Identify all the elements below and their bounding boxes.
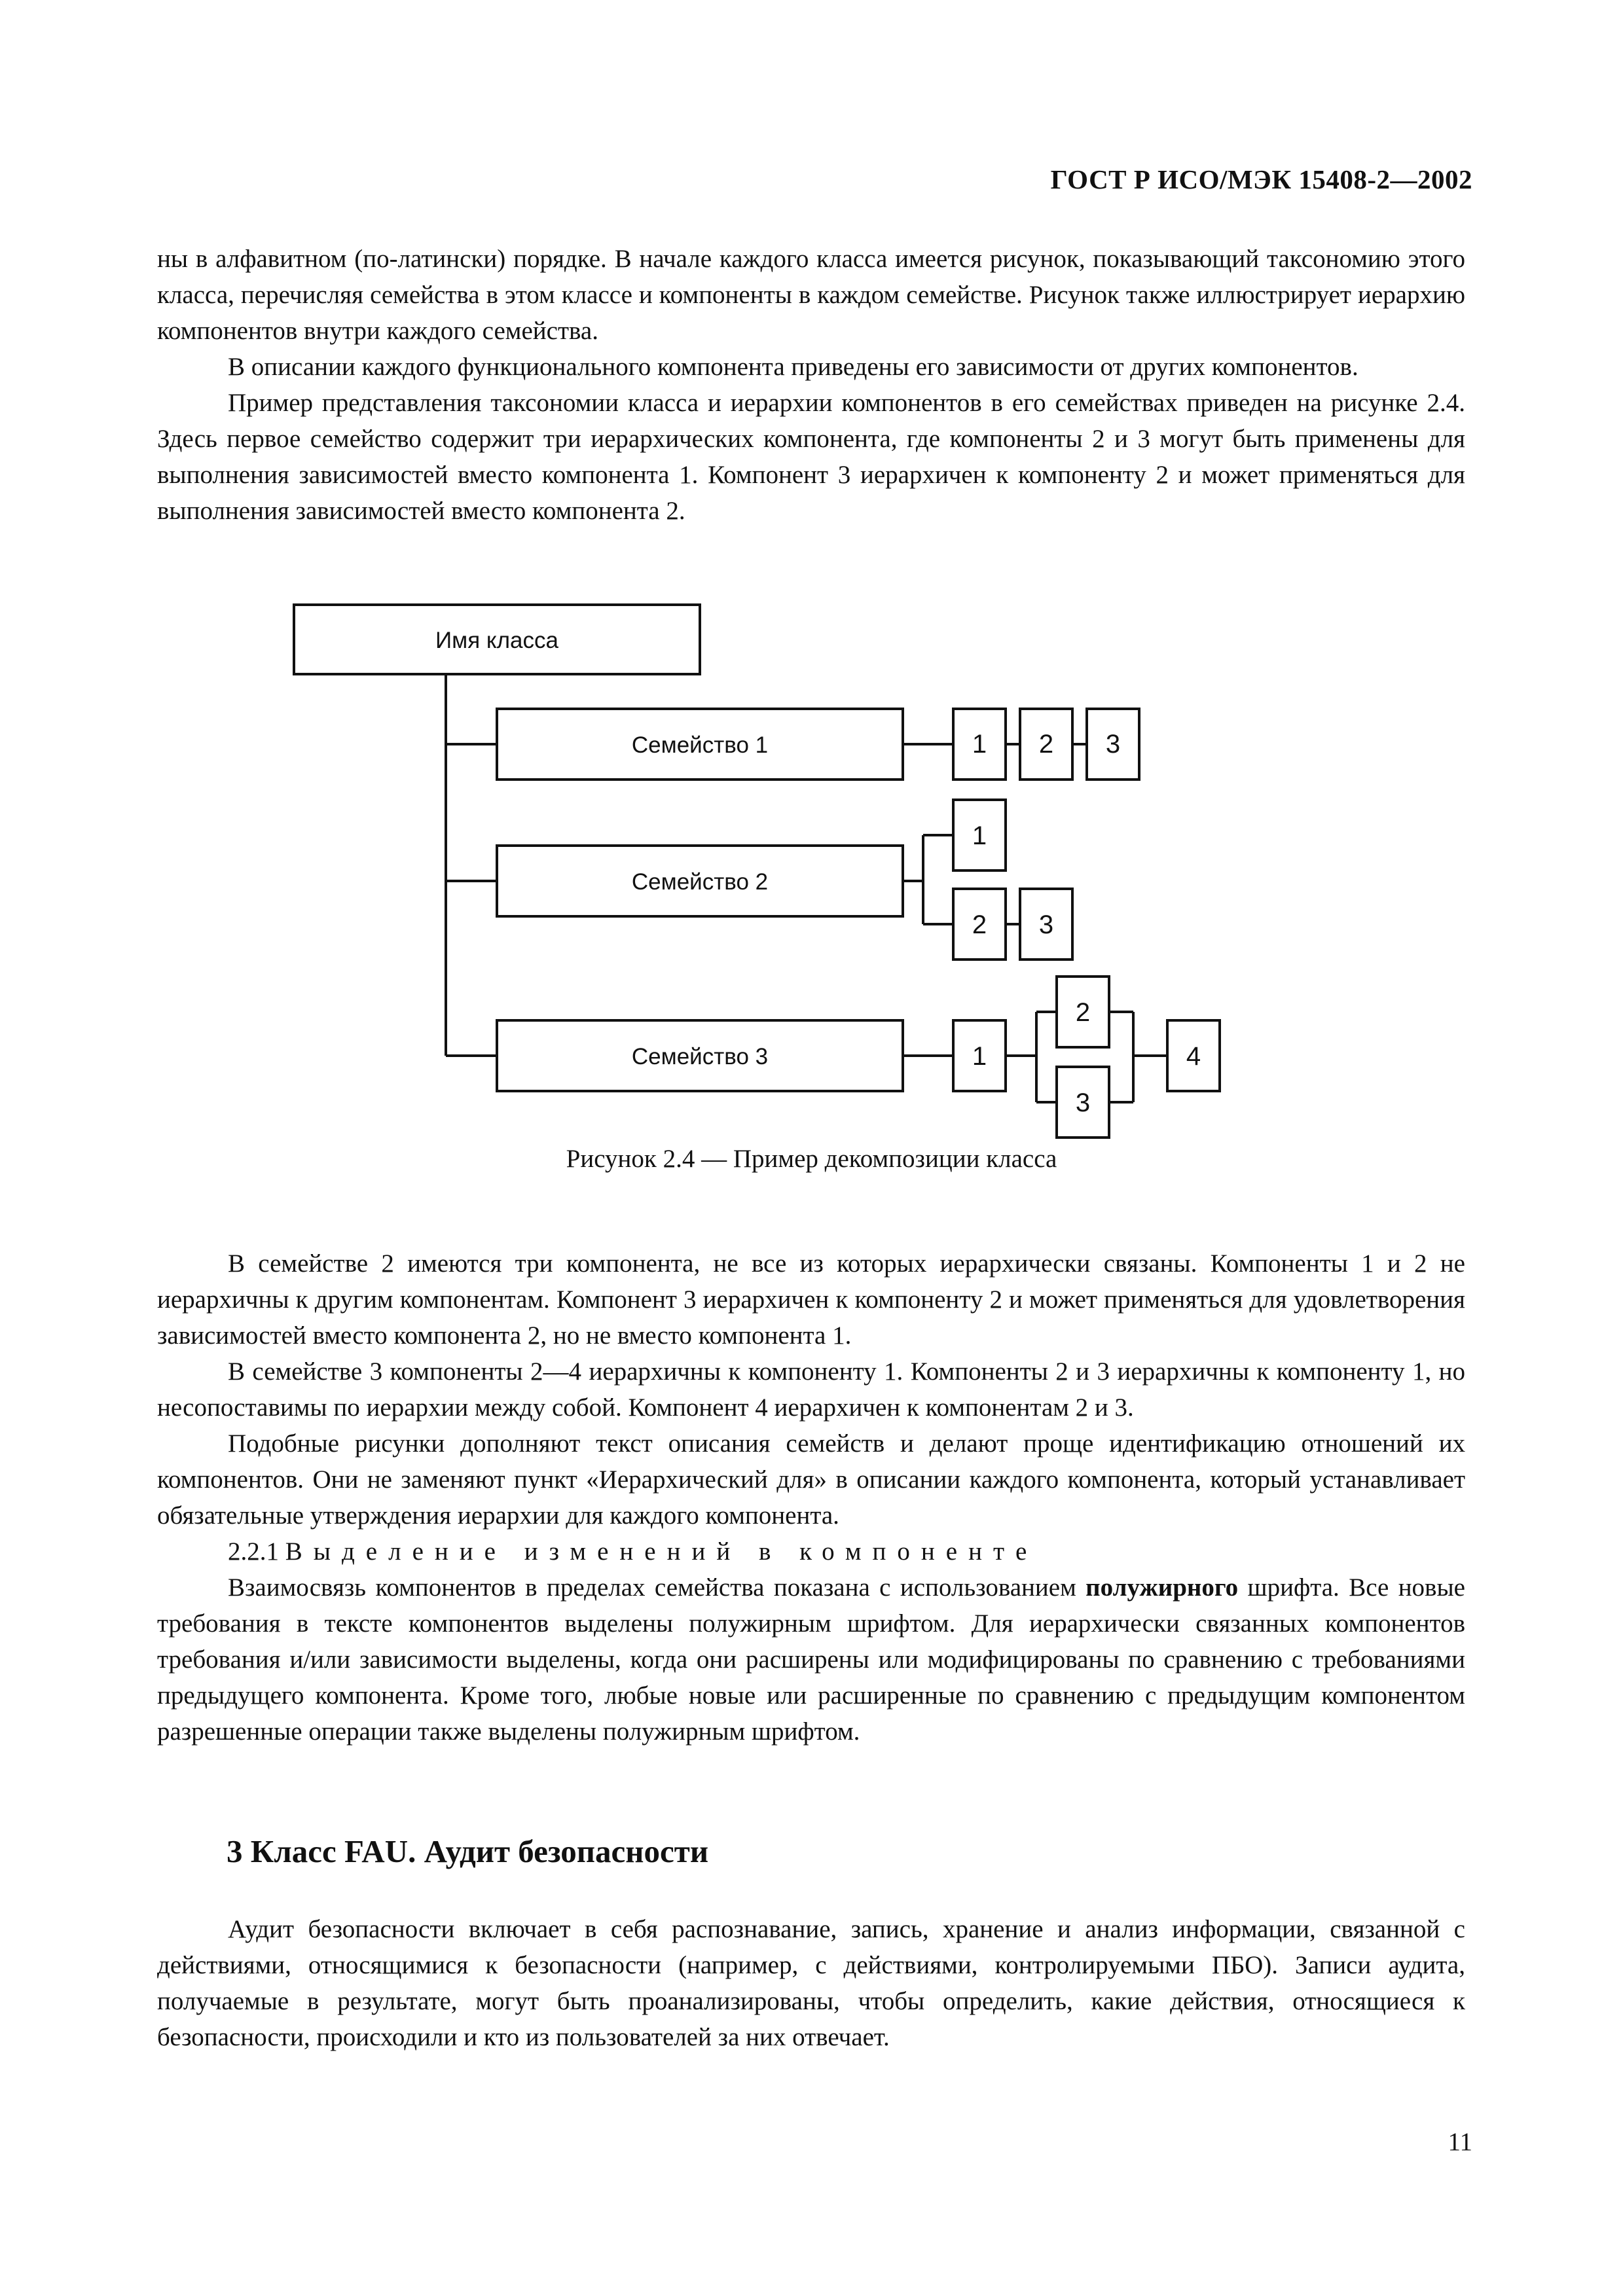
f3-component-1-label: 1 [972,1042,987,1071]
f2-component-3-label: 3 [1038,910,1054,939]
highlight-bold-word: полужирного [1085,1573,1239,1602]
section-3-heading: 3 Класс FAU. Аудит безопасности [227,1833,709,1869]
f1-component-3-label: 3 [1105,730,1121,759]
class-name-label: Имя класса [435,628,558,653]
f2-component-2-label: 2 [972,910,987,939]
family-3-label: Семейство 3 [631,1044,769,1069]
f3-component-4-label: 4 [1186,1042,1201,1071]
section-3-body [157,1911,1465,2055]
family-1-label: Семейство 1 [631,732,769,758]
highlight-text-after: шрифта. Все новые требования в тексте компонентов выделены полужирным шрифтом. Для иерархически связанных компонентов требования и/или зависимости выделены, когда они расширены или модифицированы по сравнению с требованиями предыдущего компонента. Кроме того, любые новые или расширенные по сравнению с предыдущим компонентом разрешенные операции также выделены полужирным шрифтом. [157,1573,1465,1746]
intro-paragraph-2: В описании каждого функционального компонента приведены его зависимости от других компонентов. [228,353,1359,381]
document-header: ГОСТ Р ИСО/МЭК 15408-2—2002 [1050,164,1472,194]
intro-paragraph-3: Пример представления таксономии класса и иерархии компонентов в его семействах приведен на рисунке 2.4. Здесь первое семейство содержит три иерархических компонента, где компоненты 2 и 3 могут быть применены для выполнения зависимостей вместо компонента 1. Компонент 3 иерархичен к компоненту 2 и может применяться для выполнения зависимостей вместо компонента 2. [157,389,1465,525]
f2-component-1-label: 1 [972,821,987,850]
f3-component-3-label: 3 [1075,1088,1091,1117]
family-2-label: Семейство 2 [631,869,769,895]
family3-paragraph: В семействе 3 компоненты 2—4 иерархичны к компоненту 1. Компоненты 2 и 3 иерархичны к компоненту 1, но несопоставимы по иерархии между собой. Компонент 4 иерархичен к компонентам 2 и 3. [157,1357,1465,1422]
subsection-heading [157,1534,1465,1570]
highlight-text-before: Взаимосвязь компонентов в пределах семейства показана с использованием [228,1573,1086,1602]
figures-paragraph: Подобные рисунки дополняют текст описания семейств и делают проще идентификацию отношений их компонентов. Они не заменяют пункт «Иерархический для» в описании каждого компонента, который устанавливает обязательные утверждения иерархии для каждого компонента. [157,1429,1465,1530]
subsection-title: Выделение изменений в компоненте [285,1537,1038,1566]
body-text [157,1246,1465,1749]
f1-component-1-label: 1 [972,730,987,759]
figure-caption: Рисунок 2.4 — Пример декомпозиции класса [566,1145,1057,1173]
page-number: 11 [1448,2128,1472,2156]
intro-paragraph-1: ны в алфавитном (по-латински) порядке. В начале каждого класса имеется рисунок, показывающий таксономию этого класса, перечисляя семейства в этом классе и компоненты в каждом семействе. Рисунок также иллюстрирует иерархию компонентов внутри каждого семейства. [157,245,1465,345]
subsection-number: 2.2.1 [228,1537,279,1566]
section-3-paragraph: Аудит безопасности включает в себя распознавание, запись, хранение и анализ информации, связанной с действиями, относящимися к безопасности (например, с действиями, контролируемыми ПБО). Записи аудита, получаемые в результате, могут быть проанализированы, чтобы определить, какие действия, относящиеся к безопасности, происходили и кто из пользователей за них отвечает. [157,1915,1465,2051]
family2-paragraph: В семействе 2 имеются три компонента, не все из которых иерархически связаны. Компоненты 1 и 2 не иерархичны к другим компонентам. Компонент 3 иерархичен к компоненту 2 и может применяться для удовлетворения зависимостей вместо компонента 2, но не вместо компонента 1. [157,1249,1465,1350]
highlight-paragraph [157,1570,1465,1749]
f1-component-2-label: 2 [1038,730,1054,759]
f3-component-2-label: 2 [1075,998,1091,1027]
